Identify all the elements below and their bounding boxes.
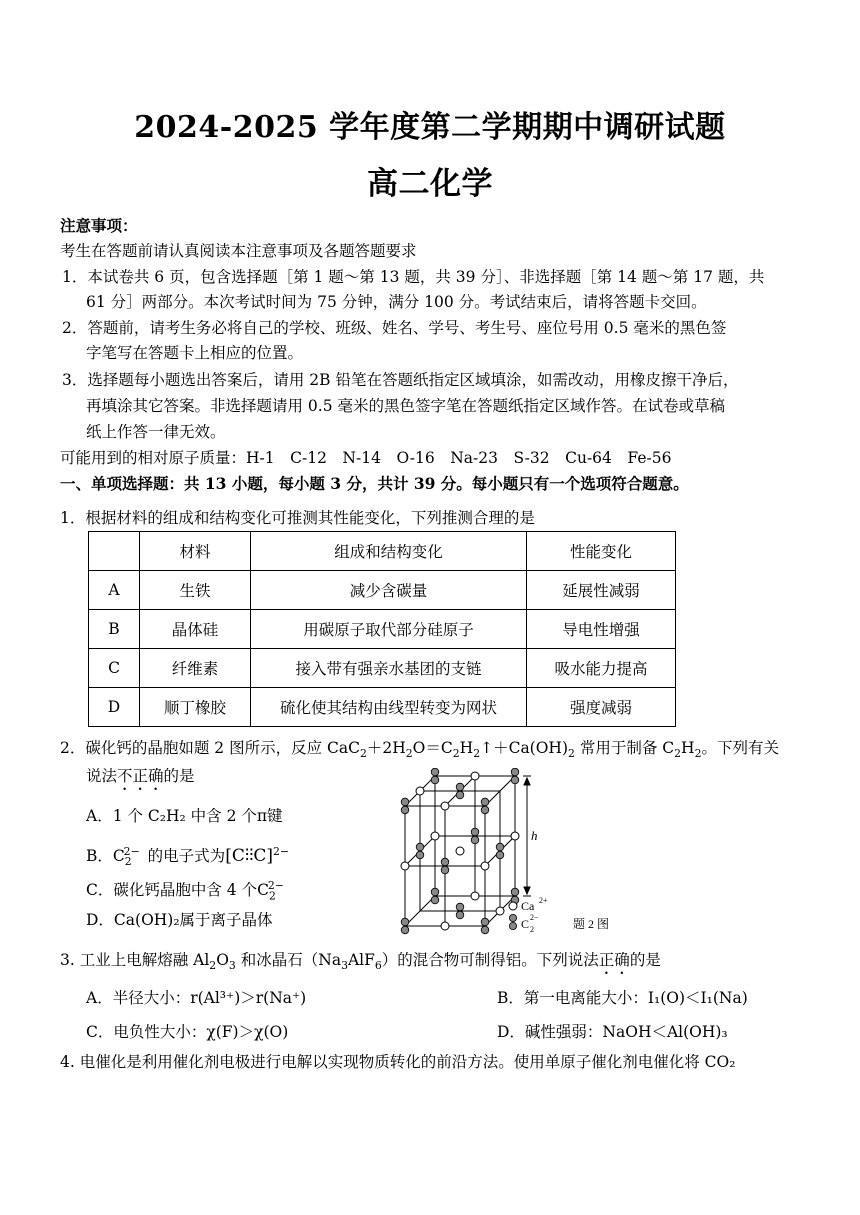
q2-option-c: C．碳化钙晶胞中含 4 个$C_2^{2-}$	[86, 879, 284, 903]
q3-option-b: B．第一电离能大小：I₁(O)＜I₁(Na)	[497, 989, 748, 1007]
table-cell: D	[89, 688, 140, 727]
dimension-label: h	[531, 828, 538, 843]
table-cell: 吸水能力提高	[527, 649, 676, 688]
table-header-cell	[89, 532, 140, 571]
calcium-carbide-unit-cell-figure	[385, 768, 655, 938]
atomic-mass-line: 可能用到的相对原子质量：H-1 C-12 N-14 O-16 Na-23 S-32 Cu-64 Fe-56	[60, 449, 672, 467]
notice-item-3c: 纸上作答一律无效。	[86, 423, 226, 441]
emphasis-text: 正确	[598, 951, 630, 969]
table-cell: 强度减弱	[527, 688, 676, 727]
q1-stem: 1．根据材料的组成和结构变化可推测其性能变化，下列推测合理的是	[60, 509, 535, 527]
notice-item-1b: 61 分］两部分。本次考试时间为 75 分钟，满分 100 分。考试结束后，请将答题卡交回。	[86, 293, 707, 311]
exam-subject: 高二化学	[367, 166, 493, 202]
table-cell: 减少含碳量	[251, 571, 527, 610]
table-cell: 硫化使其结构由线型转变为网状	[251, 688, 527, 727]
table-header-cell: 性能变化	[527, 532, 676, 571]
legend-ca: Ca	[521, 899, 535, 913]
figure-caption: 题 2 图	[573, 917, 610, 931]
notice-item-2b: 字笔写在答题卡上相应的位置。	[86, 344, 304, 362]
table-row	[89, 649, 676, 688]
q2-option-a: A．1 个 C₂H₂ 中含 2 个π键	[86, 807, 283, 825]
emphasis-text: 不正确	[117, 767, 164, 785]
table-cell: A	[89, 571, 140, 610]
q3-option-d: D．碱性强弱：NaOH＜Al(OH)₃	[497, 1023, 728, 1041]
table-cell: 用碳原子取代部分硅原子	[251, 610, 527, 649]
table-row	[89, 688, 676, 727]
table-header-cell: 材料	[140, 532, 251, 571]
table-cell: 延展性减弱	[527, 571, 676, 610]
q3-option-c: C．电负性大小：χ(F)＞χ(O)	[86, 1023, 289, 1041]
table-row	[89, 532, 676, 571]
q3-option-a: A．半径大小：r(Al³⁺)＞r(Na⁺)	[86, 989, 307, 1007]
notice-item-2a: 2．答题前，请考生务必将自己的学校、班级、姓名、学号、考生号、座位号用 0.5 毫米的黑色签	[62, 319, 727, 337]
q3-stem: 3. 工业上电解熔融 $Al_2O_3$ 和冰晶石$(Na_3AlF_6)$的混合物可制得铝。下列说法正确的是	[60, 951, 661, 973]
table-cell: 纤维素	[140, 649, 251, 688]
legend-ca-charge: 2+	[539, 896, 548, 905]
q2-stem-line2: 说法不正确的是	[86, 767, 195, 785]
legend-c: C	[521, 917, 530, 931]
table-row	[89, 610, 676, 649]
q1-table	[88, 531, 676, 727]
legend-c-sub: 2	[530, 925, 534, 934]
table-row	[89, 571, 676, 610]
legend-c-charge: 2−	[530, 913, 539, 922]
exam-title: 2024-2025 学年度第二学期期中调研试题	[134, 110, 726, 145]
table-cell: 顺丁橡胶	[140, 688, 251, 727]
table-cell: 导电性增强	[527, 610, 676, 649]
section-1-heading: 一、单项选择题：共 13 小题，每小题 3 分，共计 39 分。每小题只有一个选项符合题意。	[60, 474, 689, 493]
q4-stem: 4. 电催化是利用催化剂电极进行电解以实现物质转化的前沿方法。使用单原子催化剂电催化将 CO₂	[60, 1053, 736, 1071]
table-cell: 接入带有强亲水基团的支链	[251, 649, 527, 688]
q2-stem: 2．碳化钙的晶胞如题 2 图所示，反应 $CaC_2+2H_2O=C_2H_2↑+Ca(OH)_2$ 常用于制备 $C_2H_2$。下列有关	[60, 739, 779, 761]
notice-item-1a: 1．本试卷共 6 页，包含选择题［第 1 题～第 13 题，共 39 分］、非选择题［第 14 题～第 17 题，共	[62, 268, 765, 286]
q2-option-b: B．$C_2^{2-}$ 的电子式为[C⫶⫶C]$^{2-}$	[86, 845, 289, 869]
notice-heading: 注意事项：	[60, 216, 138, 235]
table-cell: 晶体硅	[140, 610, 251, 649]
table-header-cell: 组成和结构变化	[251, 532, 527, 571]
notice-item-3b: 再填涂其它答案。非选择题请用 0.5 毫米的黑色签字笔在答题纸指定区域作答。在试卷或草稿	[86, 397, 726, 415]
table-cell: 生铁	[140, 571, 251, 610]
table-cell: C	[89, 649, 140, 688]
notice-intro: 考生在答题前请认真阅读本注意事项及各题答题要求	[60, 242, 417, 260]
table-cell: B	[89, 610, 140, 649]
notice-item-3a: 3．选择题每小题选出答案后，请用 2B 铅笔在答题纸指定区域填涂，如需改动，用橡皮擦干净后，	[62, 371, 739, 389]
q2-option-d: D．Ca(OH)₂属于离子晶体	[86, 911, 273, 929]
